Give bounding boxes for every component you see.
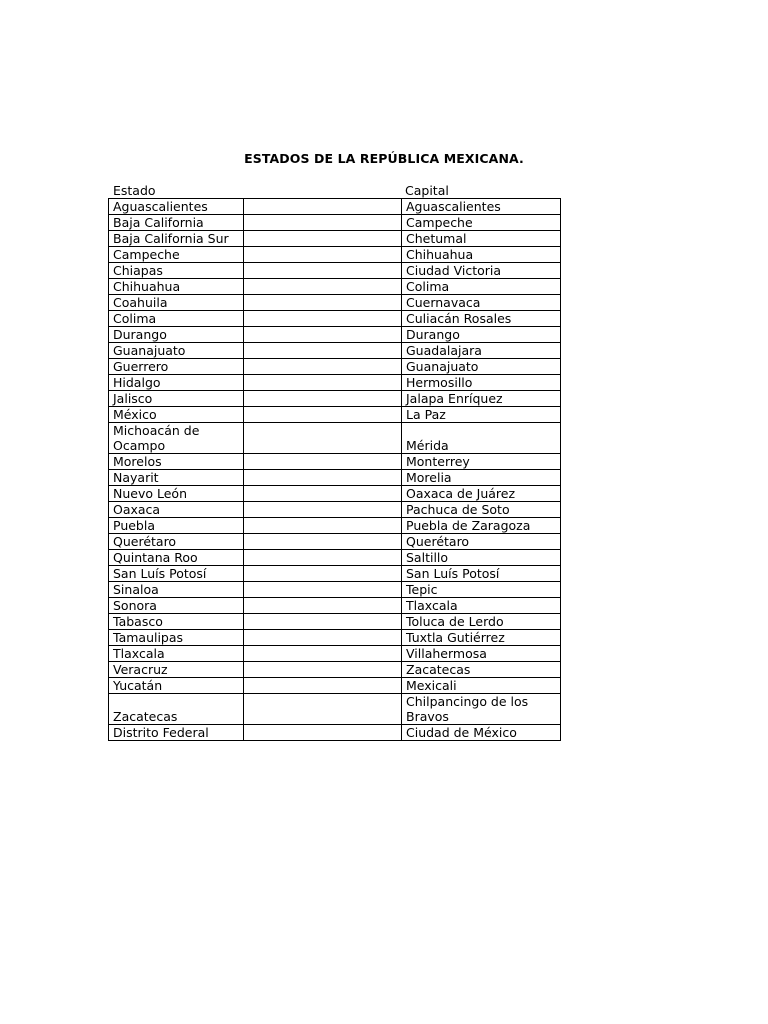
blank-cell xyxy=(244,375,402,391)
column-header-estado: Estado xyxy=(113,183,156,198)
table-row xyxy=(109,662,561,678)
table-row xyxy=(109,407,561,423)
blank-cell xyxy=(244,598,402,614)
table-row xyxy=(109,454,561,470)
estado-cell: Nuevo León xyxy=(109,486,244,502)
estado-cell: Jalisco xyxy=(109,391,244,407)
estado-cell: Veracruz xyxy=(109,662,244,678)
capital-cell: Chihuahua xyxy=(402,247,561,263)
blank-cell xyxy=(244,231,402,247)
capital-cell: Aguascalientes xyxy=(402,199,561,215)
estado-cell: Querétaro xyxy=(109,534,244,550)
estado-cell: Sonora xyxy=(109,598,244,614)
estado-cell: Oaxaca xyxy=(109,502,244,518)
capital-cell: Saltillo xyxy=(402,550,561,566)
table-row xyxy=(109,343,561,359)
capital-cell: Oaxaca de Juárez xyxy=(402,486,561,502)
capital-cell: Morelia xyxy=(402,470,561,486)
capital-cell: Culiacán Rosales xyxy=(402,311,561,327)
capital-cell: Guadalajara xyxy=(402,343,561,359)
estado-cell: Baja California Sur xyxy=(109,231,244,247)
blank-cell xyxy=(244,630,402,646)
table-row xyxy=(109,534,561,550)
capital-cell: Toluca de Lerdo xyxy=(402,614,561,630)
document-title: ESTADOS DE LA REPÚBLICA MEXICANA. xyxy=(244,151,524,166)
table-row xyxy=(109,518,561,534)
estado-cell: Tabasco xyxy=(109,614,244,630)
table-row xyxy=(109,550,561,566)
estado-cell: Quintana Roo xyxy=(109,550,244,566)
blank-cell xyxy=(244,215,402,231)
estado-cell: Hidalgo xyxy=(109,375,244,391)
capital-cell: Querétaro xyxy=(402,534,561,550)
capital-cell: Tuxtla Gutiérrez xyxy=(402,630,561,646)
table-row xyxy=(109,630,561,646)
capital-cell: Villahermosa xyxy=(402,646,561,662)
table-row xyxy=(109,311,561,327)
blank-cell xyxy=(244,199,402,215)
capital-cell: Ciudad Victoria xyxy=(402,263,561,279)
estado-cell: Coahuila xyxy=(109,295,244,311)
estado-cell: Colima xyxy=(109,311,244,327)
capital-cell: Mexicali xyxy=(402,678,561,694)
estado-cell: Sinaloa xyxy=(109,582,244,598)
estado-cell: Michoacán de Ocampo xyxy=(109,423,244,454)
table-header xyxy=(0,183,768,199)
capital-cell: San Luís Potosí xyxy=(402,566,561,582)
table-row xyxy=(109,247,561,263)
estado-cell: Guerrero xyxy=(109,359,244,375)
states-table-body xyxy=(109,199,561,741)
capital-cell: Jalapa Enríquez xyxy=(402,391,561,407)
blank-cell xyxy=(244,247,402,263)
table-row xyxy=(109,375,561,391)
blank-cell xyxy=(244,279,402,295)
blank-cell xyxy=(244,518,402,534)
estado-cell: México xyxy=(109,407,244,423)
estado-cell: Durango xyxy=(109,327,244,343)
capital-cell: Tepic xyxy=(402,582,561,598)
capital-cell: Monterrey xyxy=(402,454,561,470)
table-row xyxy=(109,486,561,502)
blank-cell xyxy=(244,423,402,454)
table-row xyxy=(109,199,561,215)
table-row xyxy=(109,502,561,518)
blank-cell xyxy=(244,407,402,423)
column-header-capital: Capital xyxy=(405,183,449,198)
estado-cell: Chiapas xyxy=(109,263,244,279)
table-row xyxy=(109,295,561,311)
estado-cell: Puebla xyxy=(109,518,244,534)
blank-cell xyxy=(244,582,402,598)
table-row xyxy=(109,470,561,486)
estado-cell: Distrito Federal xyxy=(109,725,244,741)
capital-cell: Chetumal xyxy=(402,231,561,247)
blank-cell xyxy=(244,295,402,311)
capital-cell: Guanajuato xyxy=(402,359,561,375)
table-row xyxy=(109,423,561,454)
table-row xyxy=(109,582,561,598)
blank-cell xyxy=(244,343,402,359)
capital-cell: Hermosillo xyxy=(402,375,561,391)
blank-cell xyxy=(244,391,402,407)
table-row xyxy=(109,678,561,694)
blank-cell xyxy=(244,566,402,582)
capital-cell: La Paz xyxy=(402,407,561,423)
estado-cell: Yucatán xyxy=(109,678,244,694)
capital-cell: Cuernavaca xyxy=(402,295,561,311)
states-table xyxy=(108,198,561,741)
blank-cell xyxy=(244,359,402,375)
capital-cell: Colima xyxy=(402,279,561,295)
table-row xyxy=(109,725,561,741)
blank-cell xyxy=(244,311,402,327)
estado-cell: Baja California xyxy=(109,215,244,231)
blank-cell xyxy=(244,502,402,518)
table-row xyxy=(109,359,561,375)
estado-cell: Zacatecas xyxy=(109,694,244,725)
table-row xyxy=(109,694,561,725)
estado-cell: Morelos xyxy=(109,454,244,470)
estado-cell: Tamaulipas xyxy=(109,630,244,646)
capital-cell: Chilpancingo de los Bravos xyxy=(402,694,561,725)
capital-cell: Tlaxcala xyxy=(402,598,561,614)
capital-cell: Durango xyxy=(402,327,561,343)
capital-cell: Pachuca de Soto xyxy=(402,502,561,518)
blank-cell xyxy=(244,614,402,630)
blank-cell xyxy=(244,725,402,741)
capital-cell: Zacatecas xyxy=(402,662,561,678)
estado-cell: Chihuahua xyxy=(109,279,244,295)
blank-cell xyxy=(244,678,402,694)
blank-cell xyxy=(244,646,402,662)
estado-cell: Campeche xyxy=(109,247,244,263)
capital-cell: Puebla de Zaragoza xyxy=(402,518,561,534)
capital-cell: Mérida xyxy=(402,423,561,454)
blank-cell xyxy=(244,454,402,470)
table-row xyxy=(109,231,561,247)
estado-cell: San Luís Potosí xyxy=(109,566,244,582)
blank-cell xyxy=(244,694,402,725)
table-row xyxy=(109,614,561,630)
estado-cell: Guanajuato xyxy=(109,343,244,359)
blank-cell xyxy=(244,327,402,343)
capital-cell: Ciudad de México xyxy=(402,725,561,741)
table-row xyxy=(109,646,561,662)
estado-cell: Aguascalientes xyxy=(109,199,244,215)
blank-cell xyxy=(244,662,402,678)
blank-cell xyxy=(244,470,402,486)
table-row xyxy=(109,263,561,279)
blank-cell xyxy=(244,550,402,566)
blank-cell xyxy=(244,486,402,502)
capital-cell: Campeche xyxy=(402,215,561,231)
table-row xyxy=(109,327,561,343)
blank-cell xyxy=(244,534,402,550)
blank-cell xyxy=(244,263,402,279)
table-row xyxy=(109,215,561,231)
estado-cell: Tlaxcala xyxy=(109,646,244,662)
table-row xyxy=(109,391,561,407)
table-row xyxy=(109,566,561,582)
estado-cell: Nayarit xyxy=(109,470,244,486)
table-row xyxy=(109,279,561,295)
table-row xyxy=(109,598,561,614)
